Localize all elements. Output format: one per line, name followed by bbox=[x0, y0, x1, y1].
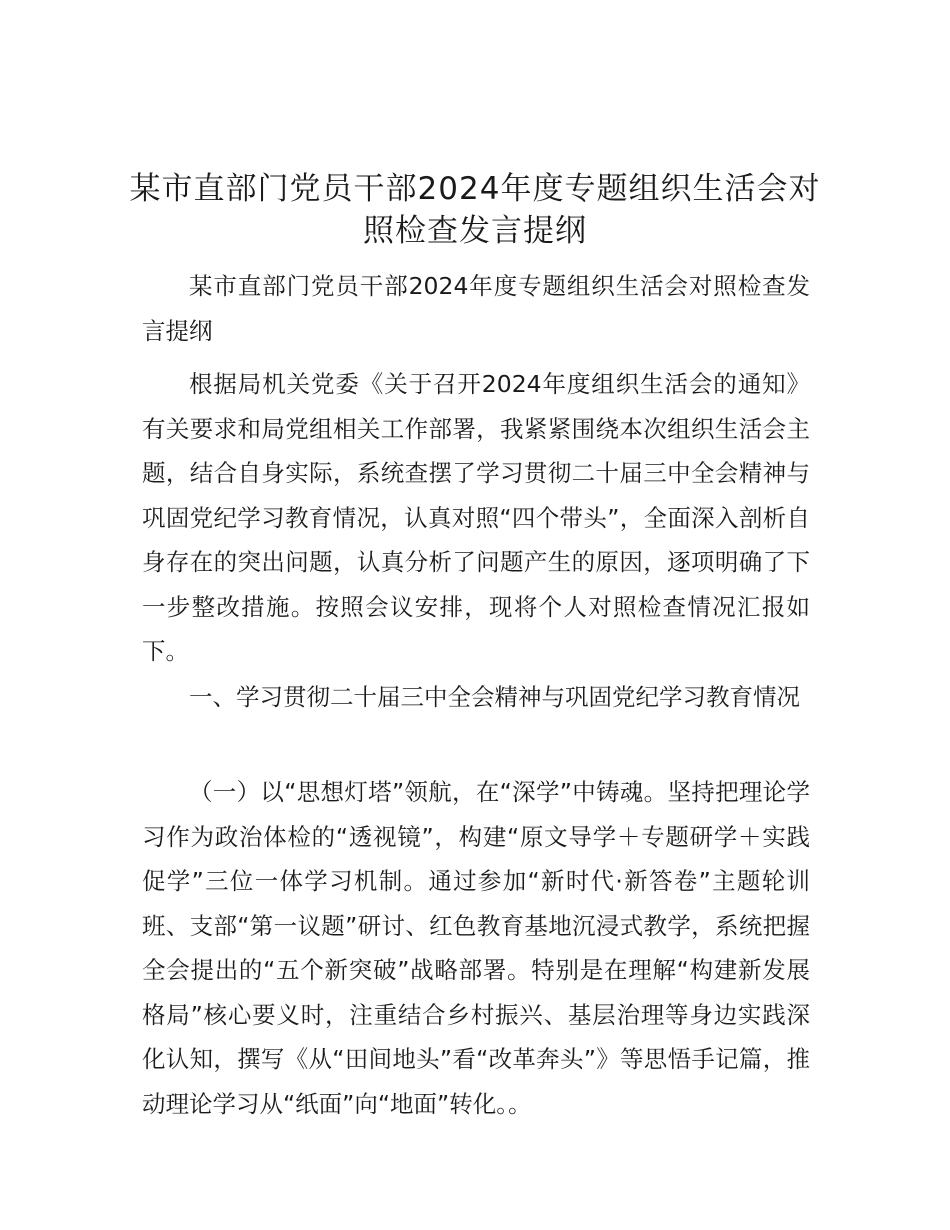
section-heading: 一、学习贯彻二十届三中全会精神与巩固党纪学习教育情况 bbox=[189, 683, 800, 711]
paragraph-intro: 根据局机关党委《关于召开2024年度组织生活会的通知》有关要求和局党组相关工作部署，我紧紧围绕本次组织生活会主题，结合自身实际，系统查摆了学习贯彻二十届三中全会精神与巩固党纪学习教育情况，认真对照“四个带头”，全面深入剖析自身存在的突出问题，认真分析了问题产生的原因，逐项明确了下一步整改措施。按照会议安排，现将个人对照检查情况汇报如下。 bbox=[142, 370, 810, 665]
paragraph-subtitle: 某市直部门党员干部2024年度专题组织生活会对照检查发言提纲 bbox=[142, 272, 810, 345]
paragraph-section-1: （一）以“思想灯塔”领航，在“深学”中铸魂。坚持把理论学习作为政治体检的“透视镜”，构建“原文导学＋专题研学＋实践促学”三位一体学习机制。通过参加“新时代·新答卷”主题轮训班、支部“第一议题”研讨、红色教育基地沉浸式教学，系统把握全会提出的“五个新突破”战略部署。特别是在理解“构建新发展格局”核心要义时，注重结合乡村振兴、基层治理等身边实践深化认知，撰写《从“田间地头”看“改革奔头”》等思悟手记篇，推动理论学习从“纸面”向“地面”转化。。 bbox=[142, 778, 810, 1118]
document-title: 某市直部门党员干部2024年度专题组织生活会对照检查发言提纲 bbox=[129, 171, 821, 249]
